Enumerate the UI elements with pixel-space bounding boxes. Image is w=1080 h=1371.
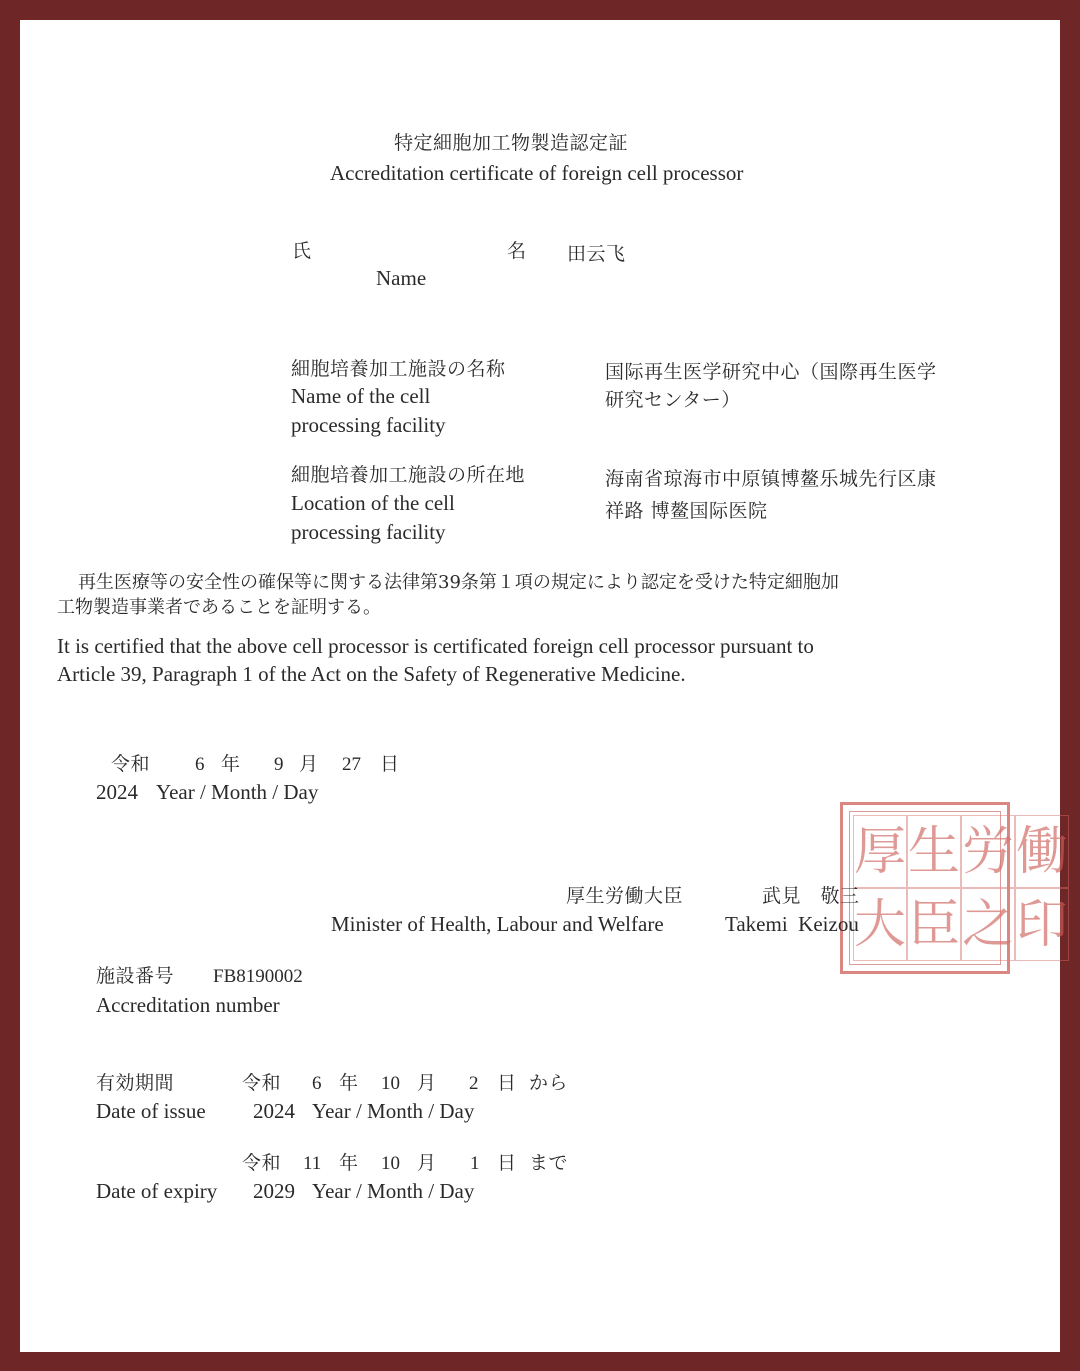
validity-issue-format: Year / Month / Day <box>312 1099 475 1123</box>
validity-issue-western-year: 2024 <box>253 1099 295 1123</box>
issue-month: 9 <box>274 754 284 775</box>
validity-expiry-western-year: 2029 <box>253 1179 295 1203</box>
validity-end-suffix: まで <box>529 1152 569 1174</box>
title-en: Accreditation certificate of foreign cell processor <box>330 161 744 185</box>
name-label-jp-1: 氏 <box>292 240 312 262</box>
facility-name-label-jp: 細胞培養加工施設の名称 <box>291 358 506 380</box>
validity-start-month: 10 <box>381 1073 400 1094</box>
minister-name-en: Takemi Keizou <box>725 912 859 936</box>
facility-location-label-jp: 細胞培養加工施設の所在地 <box>291 464 526 486</box>
name-value: 田云飞 <box>567 243 626 265</box>
validity-expiry-format: Year / Month / Day <box>312 1179 475 1203</box>
seal-char: 働 <box>1015 815 1069 888</box>
seal-char: 厚 <box>853 815 907 888</box>
facility-name-label-en-1: Name of the cell <box>291 384 431 408</box>
validity-start-month-label: 月 <box>417 1072 437 1094</box>
facility-name-value-1: 国际再生医学研究中心（国際再生医学 <box>605 361 937 383</box>
minister-title-jp: 厚生労働大臣 <box>566 885 684 907</box>
statement-en-2: Article 39, Paragraph 1 of the Act on the Safety of Regenerative Medicine. <box>57 662 686 686</box>
accreditation-label-jp: 施設番号 <box>96 965 175 987</box>
seal-char: 臣 <box>907 888 961 961</box>
validity-end-day-label: 日 <box>497 1152 517 1174</box>
validity-start-suffix: から <box>529 1072 569 1094</box>
validity-end-year-label: 年 <box>339 1152 359 1174</box>
facility-name-value-2: 研究センター） <box>605 389 741 411</box>
seal-char: 之 <box>961 888 1015 961</box>
name-label-en: Name <box>376 266 427 290</box>
validity-end-era: 令和 <box>242 1152 282 1174</box>
issue-era: 令和 <box>111 753 151 775</box>
minister-title-en: Minister of Health, Labour and Welfare <box>331 912 664 936</box>
issue-day-label: 日 <box>380 753 400 775</box>
seal-char: 労 <box>961 815 1015 888</box>
name-label-jp-2: 名 <box>507 240 527 262</box>
issue-western-year: 2024 <box>96 780 138 804</box>
issue-month-label: 月 <box>299 753 319 775</box>
issue-year-label: 年 <box>221 753 241 775</box>
validity-start-day: 2 <box>469 1073 479 1094</box>
seal-char: 印 <box>1015 888 1069 961</box>
official-seal <box>840 802 1069 974</box>
issue-year: 6 <box>195 754 205 775</box>
seal-grid <box>853 815 1069 961</box>
issue-day: 27 <box>342 754 361 775</box>
validity-end-day: 1 <box>470 1153 480 1174</box>
facility-location-value-1: 海南省琼海市中原镇博鳌乐城先行区康 <box>605 468 937 490</box>
validity-start-year-label: 年 <box>339 1072 359 1094</box>
title-jp: 特定細胞加工物製造認定証 <box>394 132 629 154</box>
validity-end-month-label: 月 <box>417 1152 437 1174</box>
facility-location-value-2: 祥路 博鳌国际医院 <box>605 500 768 522</box>
statement-jp-2: 工物製造事業者であることを証明する。 <box>57 597 381 618</box>
facility-location-label-en-2: processing facility <box>291 520 446 544</box>
accreditation-label-en: Accreditation number <box>96 993 280 1017</box>
validity-start-year: 6 <box>312 1073 322 1094</box>
issue-format: Year / Month / Day <box>156 780 319 804</box>
validity-end-year: 11 <box>303 1153 322 1174</box>
seal-char: 大 <box>853 888 907 961</box>
statement-jp-1: 再生医療等の安全性の確保等に関する法律第39条第１項の規定により認定を受けた特定細胞加 <box>78 572 839 593</box>
facility-name-label-en-2: processing facility <box>291 413 446 437</box>
seal-char: 生 <box>907 815 961 888</box>
validity-expiry-label-en: Date of expiry <box>96 1179 218 1203</box>
accreditation-value: FB8190002 <box>213 966 303 987</box>
statement-en-1: It is certified that the above cell processor is certificated foreign cell processor pursuant to <box>57 634 814 658</box>
facility-location-label-en-1: Location of the cell <box>291 491 455 515</box>
validity-label-jp: 有効期間 <box>96 1072 175 1094</box>
validity-issue-label-en: Date of issue <box>96 1099 206 1123</box>
validity-end-month: 10 <box>381 1153 400 1174</box>
validity-start-era: 令和 <box>242 1072 282 1094</box>
validity-start-day-label: 日 <box>497 1072 517 1094</box>
minister-name-jp: 武見 敬三 <box>762 885 860 907</box>
